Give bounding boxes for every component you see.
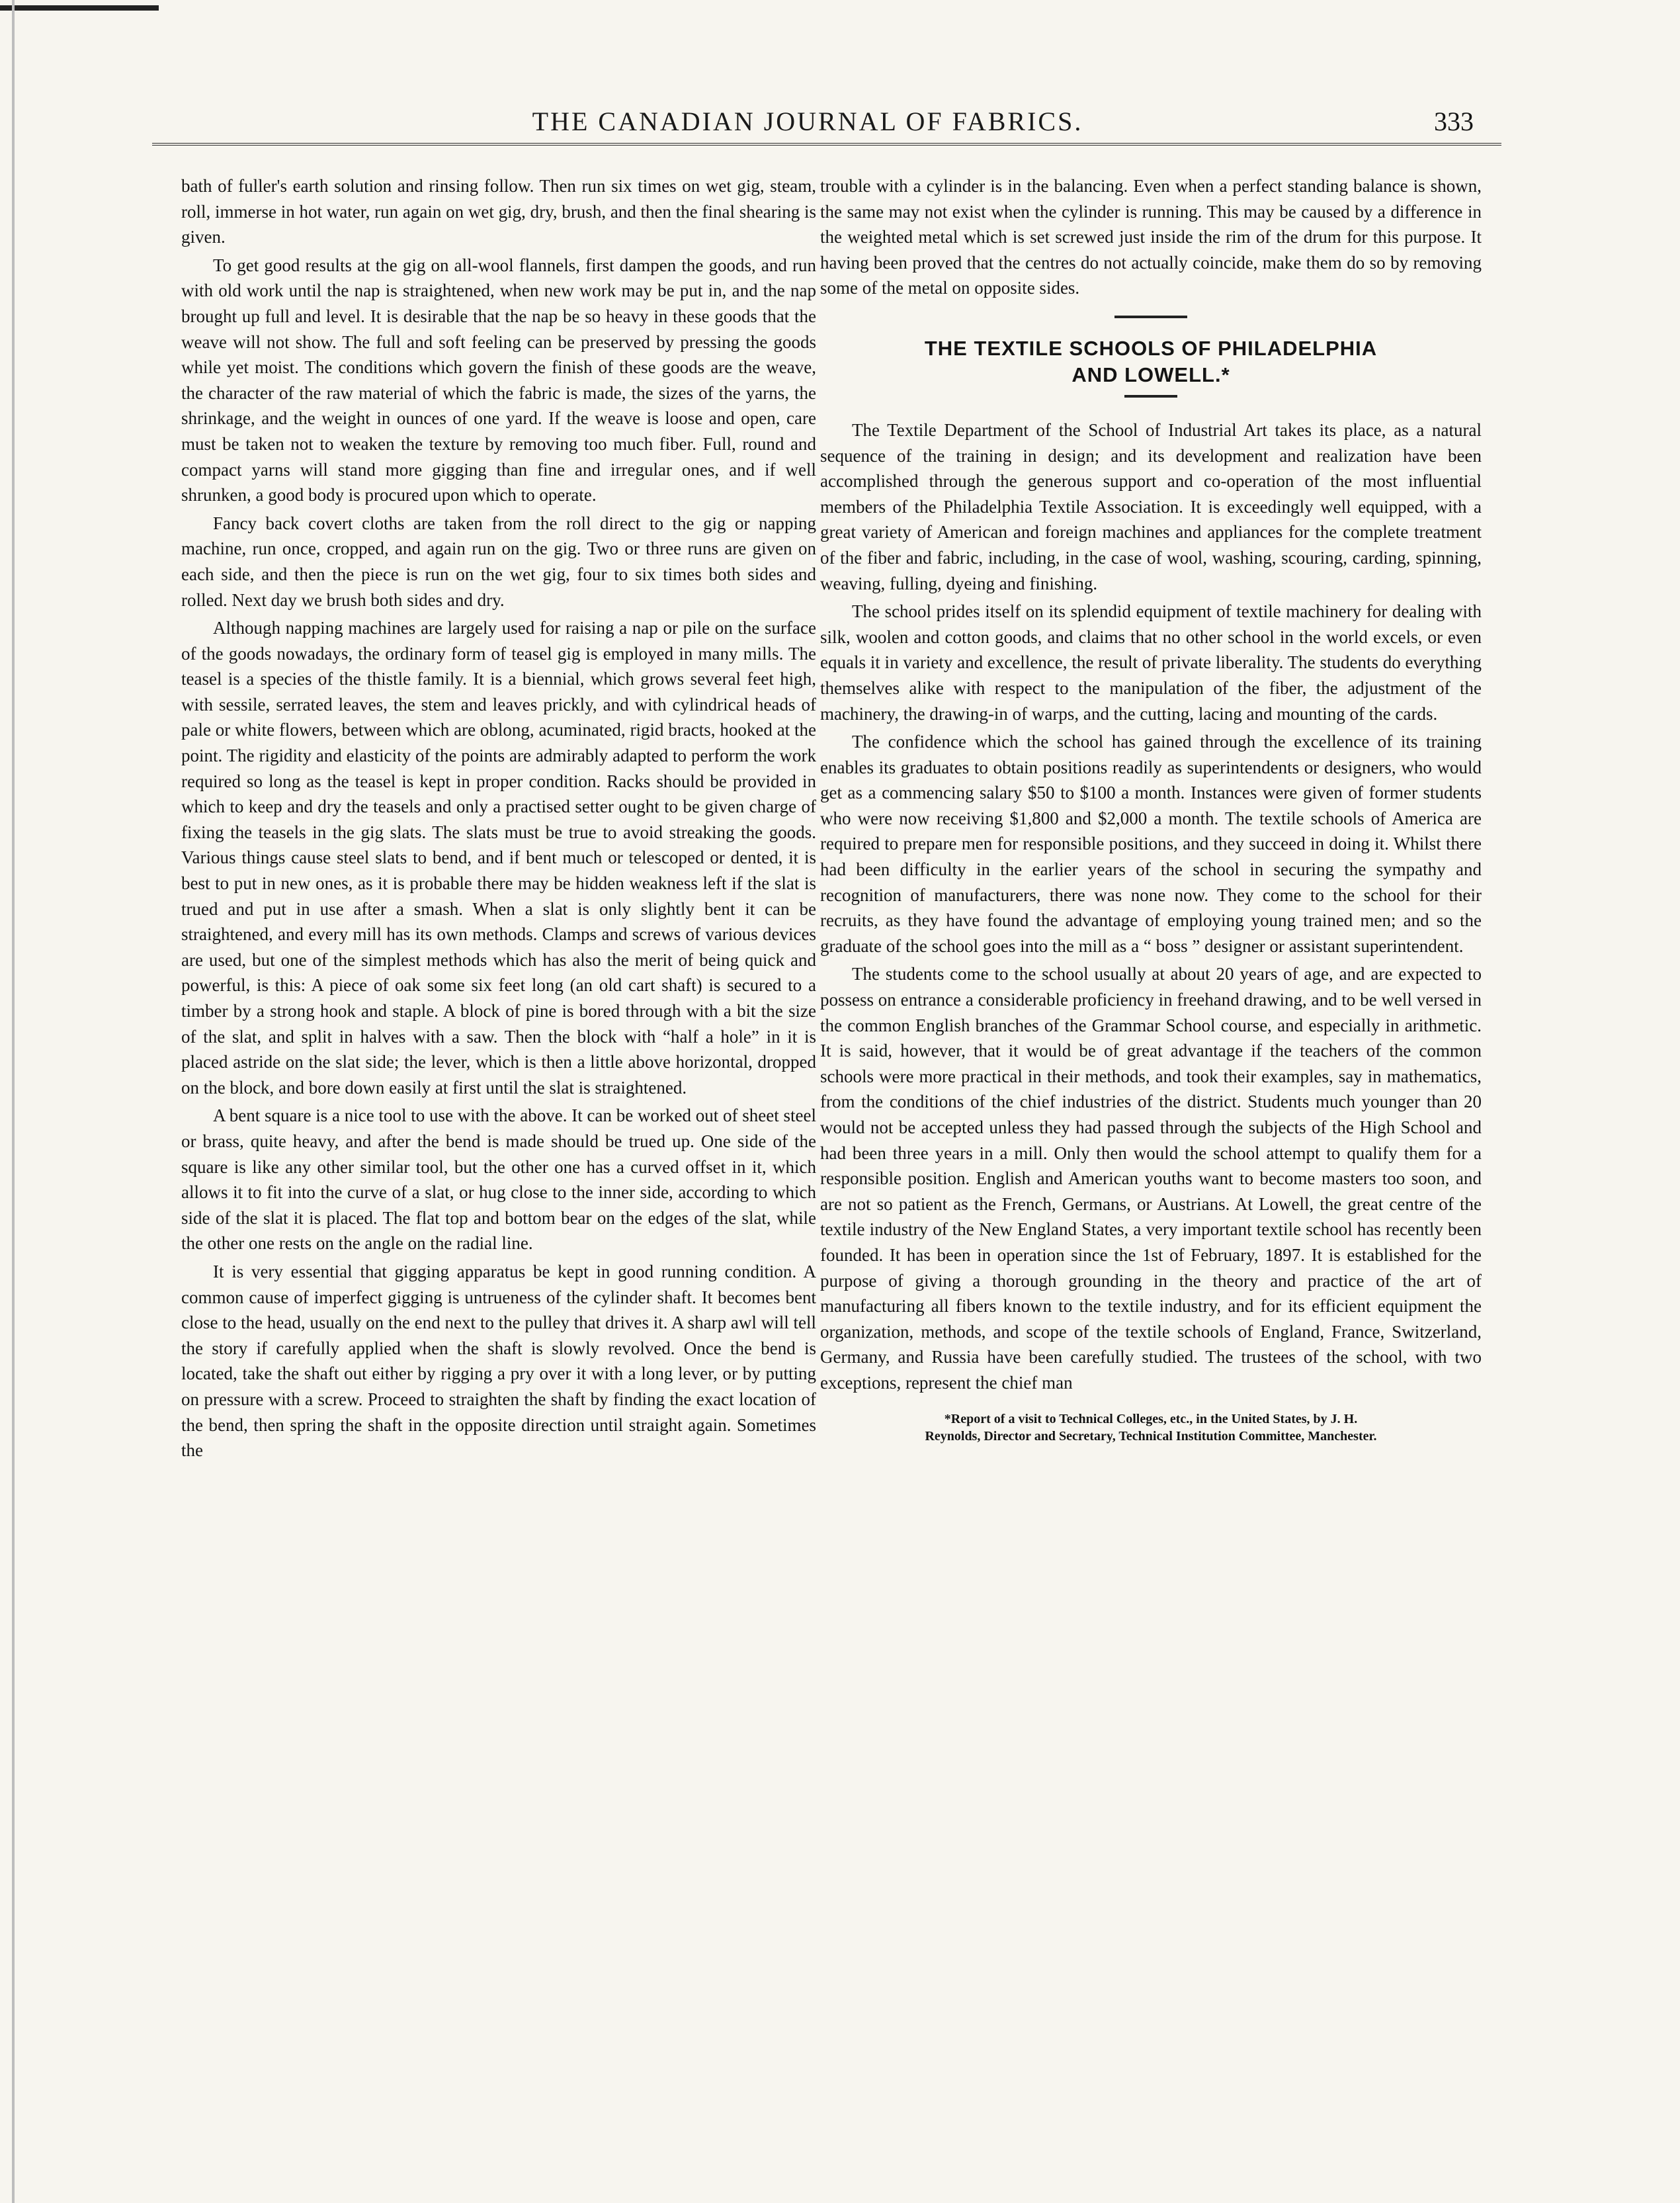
running-header [0,106,1680,146]
section-divider [1114,316,1187,318]
paragraph: The students come to the school usually at about 20 years of age, and are expected to possess on entrance a considerable proficiency in freehand drawing, and to be well versed in the common English branches of the Grammar School course, and especially in arithmetic. It is said, however, that it would be of great advantage if the teachers of the common schools were more practical in their methods, and took their examples, say in mathematics, from the conditions of the chief industries of the district. Students much younger than 20 would not be accepted unless they had passed through the subjects of the High School and had been three years in a mill. Only then would the school attempt to qualify them for a responsible position. English and American youths want to become masters too soon, and are not so patient as the French, Germans, or Austrians. At Lowell, the great centre of the textile industry of the New England States, a very important textile school has recently been founded. It has been in operation since the 1st of February, 1897. It is established for the purpose of giving a thorough grounding in the theory and practice of the art of manufacturing all fibers known to the textile industry, and for its efficient equipment the organization, methods, and scope of the textile schools of England, France, Switzerland, Germany, and Russia have been carefully studied. The trustees of the school, with two exceptions, represent the chief man [820,964,1482,1393]
paragraph: To get good results at the gig on all-wool flannels, first dampen the goods, and run with old work until the nap is straightened, when new work may be put in, and the nap brought up full and level. It is desirable that the nap be so heavy in these goods that the weave will not show. The full and soft feeling can be preserved by pressing the goods while yet moist. The conditions which govern the finish of these goods are the weave, the character of the raw material of which the fabric is made, the sizes of the yarns, the shrinkage, and the weight in ounces of one yard. If the weave is loose and open, care must be taken not to weaken the texture by removing too much fiber. Full, round and compact yarns will stand more gigging than fine and irregular ones, and if well shrunken, a good body is procured upon which to operate. [181,255,816,505]
paragraph: It is very essential that gigging apparatus be kept in good running condition. A common cause of imperfect gigging is untrueness of the cylinder shaft. It becomes bent close to the head, usually on the end next to the pulley that drives it. A sharp awl will tell the story if carefully applied when the shaft is slowly revolved. Once the bend is located, take the shaft out either by rigging a pry over it with a long lever, or by putting on pressure with a screw. Proceed to straighten the shaft by finding the exact location of the bend, then spring the shaft in the opposite direction until straight again. Sometimes the [181,1261,816,1461]
page-number: 333 [1434,107,1474,136]
paragraph: The confidence which the school has gained through the excellence of its training enables its graduates to obtain positions readily as superintendents or designers, who would get as a commencing salary $50 to $100 a month. Instances were given of former students who were now receiving $1,800 and $2,000 a month. The textile schools of America are required to prepare men for responsible positions, and they succeed in doing it. Whilst there had been difficulty in the earlier years of the school in securing the sympathy and recognition of manufacturers, there was none now. They come to the school for their recruits, as they have found the advantage of employing young trained men; and so the graduate of the school goes into the mill as a “ boss ” designer or assistant superintendent. [820,732,1482,956]
paragraph: bath of fuller's earth solution and rinsing follow. Then run six times on wet gig, steam, roll, immerse in hot water, run again on wet gig, dry, brush, and then the final shearing is given. [181,176,816,247]
journal-title: THE CANADIAN JOURNAL OF FABRICS. [532,107,1083,136]
paragraph: The Textile Department of the School of Industrial Art takes its place, as a natural sequence of the training in design; and its development and realization have been accomplished through the generous support and co-operation of the most influential members of the Philadelphia Textile Association. It is exceedingly well equipped, with a great variety of American and foreign machines and appliances for the complete treatment of the fiber and fabric, including, in the case of wool, washing, scouring, carding, spinning, weaving, fulling, dyeing and finishing. [820,419,1482,593]
footnote [820,1410,1482,1445]
paragraph: Fancy back covert cloths are taken from the roll direct to the gig or napping machine, run once, cropped, and again run on the gig. Two or three runs are given on each side, and then the piece is run on the wet gig, four to six times both sides and rolled. Next day we brush both sides and dry. [181,513,816,610]
paragraph: A bent square is a nice tool to use with the above. It can be worked out of sheet steel or brass, quite heavy, and after the bend is made should be trued up. One side of the square is like any other similar tool, but the other one has a curved offset in it, which allows it to fit into the curve of a slat, or hug close to the inner side, according to which side of the slat it is placed. The flat top and bottom bear on the edges of the slat, while the other one rests on the angle on the radial line. [181,1105,816,1254]
title-rule [1124,395,1177,398]
article-title [820,335,1482,388]
article-title-line: THE TEXTILE SCHOOLS OF PHILADELPHIA [924,336,1378,360]
article-title-line: AND LOWELL.* [1071,363,1230,386]
footnote-line: Reynolds, Director and Secretary, Technical Institution Committee, Manchester. [925,1428,1377,1444]
footnote-line: *Report of a visit to Technical Colleges, etc., in the United States, by J. H. [944,1411,1358,1426]
binding-edge [12,0,15,2203]
corner-rule [0,5,159,11]
left-column [181,173,816,1466]
header-rule [152,143,1501,146]
paragraph: Although napping machines are largely used for raising a nap or pile on the surface of the goods nowadays, the ordinary form of teasel gig is employed in many mills. The teasel is a species of the thistle family. It is a biennial, which grows several feet high, with sessile, serrated leaves, the stem and leaves prickly, and with cylindrical heads of pale or white flowers, between which are oblong, acuminated, rigid bracts, hooked at the point. The rigidity and elasticity of the points are admirably adapted to perform the work required so long as the teasel is kept in proper condition. Racks should be provided in which to keep and dry the teasels and only a practised setter ought to be given charge of fixing the teasels in the gig slats. The slats must be true to avoid streaking the goods. Various things cause steel slats to bend, and if bent much or telescoped or dented, it is best to put in new ones, as it is probable there may be hidden weakness left if the slat is trued and put in use after a smash. When a slat is only slightly bent it can be straightened, and every mill has its own methods. Clamps and screws of various devices are used, but one of the simplest methods which has also the merit of being quick and powerful, is this: A piece of oak some six feet long (an old cart shaft) is secured to a timber by a strong hook and staple. A block of pine is bored through with a bit the size of the slat, and split in halves with a saw. Then the block with “half a hole” in it is placed astride on the slat side; the lever, which is then a little above horizontal, dropped on the block, and bore down easily at first until the slat is straightened. [181,618,816,1098]
right-column [820,173,1482,1445]
paragraph: trouble with a cylinder is in the balancing. Even when a perfect standing balance is shown, the same may not exist when the cylinder is running. This may be caused by a difference in the weighted metal which is set screwed just inside the rim of the drum for this purpose. It having been proved that the centres do not actually coincide, make them do so by removing some of the metal on opposite sides. [820,176,1482,298]
paragraph: The school prides itself on its splendid equipment of textile machinery for dealing with silk, woolen and cotton goods, and claims that no other school in the world excels, or even equals it in variety and excellence, the result of private liberality. The students do everything themselves alike with respect to the manipulation of the fiber, the adjustment of the machinery, the drawing-in of warps, and the cutting, lacing and mounting of the cards. [820,601,1482,724]
